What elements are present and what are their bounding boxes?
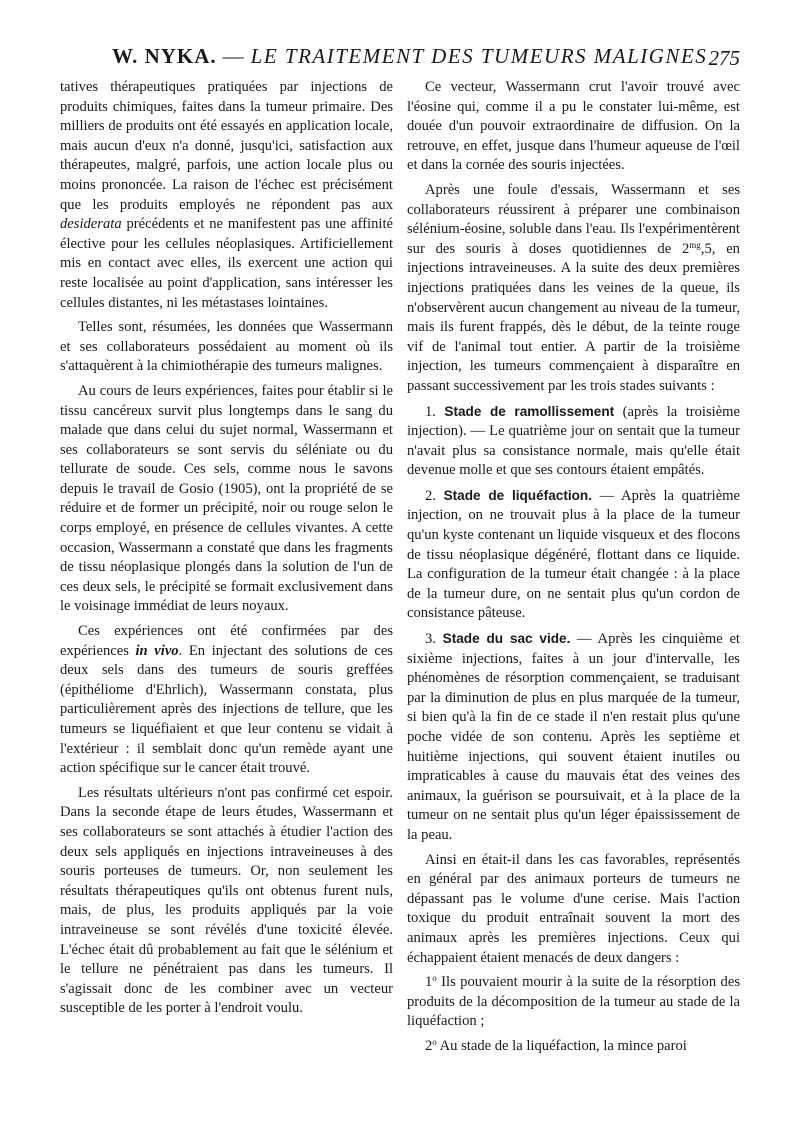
stage-2 (407, 486, 740, 624)
stage-text: (après la troisième injection). — Le quatrième jour on sentait que la tumeur n'avait plus sa consistance normale, mais qu'elle était devenue molle et que ses contours étaient empâtés. (407, 403, 740, 479)
header-title: LE TRAITEMENT DES TUMEURS MALIGNES (250, 44, 708, 68)
stage-1 (407, 402, 740, 481)
danger-1 (407, 973, 740, 1032)
danger-text: Au stade de la liquéfaction, la mince paroi (436, 1037, 687, 1054)
paragraph-text: Après une foule d'essais, Wassermann et ses collaborateurs réussirent à préparer une combinaison sélénium-éosine, soluble dans l'eau. Ils l'expérimentèrent sur des souris à doses quotidiennes de 2 (407, 181, 740, 257)
paragraph (60, 78, 393, 313)
page-number: 275 (708, 46, 740, 70)
paragraph: Ce vecteur, Wassermann crut l'avoir trouvé avec l'éosine qui, comme il a pu le constater lui-même, est douée d'un pouvoir extraordinaire de diffusion. On la retrouve, en effet, jusque dans l'humeur aqueuse de l'œil et dans la cornée des souris injectées. (407, 79, 740, 174)
stage-number: 3. (425, 631, 436, 648)
paragraph: Les résultats ultérieurs n'ont pas confirmé cet espoir. Dans la seconde étape de leurs études, Wassermann et ses collaborateurs se sont attachés à étudier l'action des deux sels appliqués en injections intraveineuses à des souris porteuses de tumeurs. Or, non seulement les résultats thérapeutiques qu'ils ont obtenus furent nuls, mais, de plus, les produits appliqués par la voie intraveineuse se sont révélés d'une toxicité élevée. L'échec était dû probablement au fait que le sélénium et le tellure ne pénétraient pas dans les tumeurs. Il s'agissait donc de les combiner avec un vecteur susceptible de les porter à l'endroit voulu. (60, 784, 393, 1017)
running-header (60, 44, 740, 74)
paragraph: Telles sont, résumées, les données que Wassermann et ses collaborateurs possédaient au moment où ils s'attaquèrent à la chimiothérapie des tumeurs malignes. (60, 319, 393, 375)
paragraph-text: ,5, en injections intraveineuses. A la suite des deux premières injections pratiquées dans les veines de la queue, ils n'observèrent aucun changement au niveau de la tumeur, mais ils furent frappés, dès le début, de la teinte rouge vif de l'animal tout entier. A partir de la troisième injection, les tumeurs commençaient à disparaître en passant successivement par les trois stades suivants : (407, 240, 740, 394)
superscript-o: o (432, 973, 437, 984)
right-column (407, 78, 740, 1062)
paragraph: Au cours de leurs expériences, faites pour établir si le tissu cancéreux survit plus longtemps dans le sang du malade que dans celui du sujet normal, Wassermann et ses collaborateurs se sont servis du séléniate ou du tellurate de soude. Ces sels, comme nous le savons depuis le travail de Gosio (1905), ont la propriété de se réduire et de former un précipité, noir ou rouge selon le corps employé, en présence de cellules vivantes. A cette occasion, Wassermann a constaté que dans les fragments de tissu néoplasique plongés dans la solution de l'un de ces deux sels, le précipité se formait exclusivement dans le voisinage immédiat de leurs noyaux. (60, 382, 393, 615)
emphasis-desiderata: desiderata (60, 216, 122, 233)
stage-title: Stade de ramollissement (444, 403, 615, 419)
header-author: W. NYKA. (112, 44, 217, 68)
paragraph (407, 181, 740, 397)
paragraph-text: précédents et ne manifestent pas une affinité élective pour les cellules néoplasiques. Artificiellement mis en contact avec elles, ils exercent une action qui reste localisée au point d'application, sans intéresser les cellules distantes, ni les métastases lointaines. (60, 216, 393, 311)
stage-text: — Après les cinquième et sixième injections, faites à un jour d'intervalle, les phénomènes de résorption commençaient, se traduisant par la diminution de plus en plus marquée de la tumeur, si bien qu'à la fin de ce stade il n'en restait plus qu'une poche vidée de son contenu. Après les septième et huitième injections, qui souvent étaient inutiles ou impraticables à cause du mauvais état des veines des animaux, la guérison se poursuivait, et à la place de la tumeur on ne sentait plus qu'un léger épaississement de la peau. (407, 631, 740, 843)
running-title (112, 44, 707, 69)
paragraph-text: . En injectant des solutions de ces deux sels dans des tumeurs de souris greffées (épithéliome d'Ehrlich), Wassermann constata, plus particulièrement après des injections de tellure, que les tumeurs se liquéfiaient et que leur contenu se vidait à l'extérieur : il semblait donc qu'un remède ayant une action spécifique sur le cancer était trouvé. (60, 642, 393, 777)
paragraph-text: tatives thérapeutiques pratiquées par injections de produits chimiques, faites dans la tumeur primaire. Des milliers de produits ont été essayés en application locale, mais aucun d'eux n'a donné, jusqu'ici, satisfaction aux thérapeutes, malgré, parfois, une action locale plus ou moins prononcée. La raison de l'échec est précisément que les produits employés ne répondent pas aux (60, 79, 393, 213)
stage-number: 2. (425, 487, 436, 504)
stage-text: — Après la quatrième injection, on ne trouvait plus à la place de la tumeur qu'un kyste contenant un liquide visqueux et des flocons de tissu néoplasique dégénéré, flottant dans ce liquide. La configuration de la tumeur était changée : à la place de la tumeur dure, on ne sentait plus qu'un cordon de consistance pâteuse. (407, 487, 740, 622)
header-dash: — (222, 44, 245, 68)
danger-number: 2 (425, 1037, 433, 1054)
danger-2 (407, 1037, 740, 1057)
stage-title: Stade de liquéfaction. (443, 487, 593, 503)
emphasis-in-vivo: in vivo (135, 642, 179, 659)
superscript-o: o (432, 1036, 437, 1047)
stage-3 (407, 629, 740, 846)
danger-number: 1 (425, 974, 433, 991)
superscript-mg: mg (689, 239, 701, 250)
danger-text: Ils pouvaient mourir à la suite de la résorption des produits de la décomposition de la tumeur au stade de la liquéfaction ; (407, 974, 740, 1030)
paragraph (60, 622, 393, 779)
stage-number: 1. (425, 403, 436, 420)
stage-title: Stade du sac vide. (442, 631, 571, 647)
paragraph: Ainsi en était-il dans les cas favorables, représentés en général par des animaux porteurs de tumeurs ne dépassant pas le volume d'une cerise. Mais l'action toxique du produit entraînait souvent la mort des animaux après les premières injections. Ceux qui échappaient étaient menacés de deux dangers : (407, 851, 740, 966)
paragraph-text: Ces expériences ont été confirmées par des expériences (60, 623, 393, 659)
left-column (60, 78, 393, 1024)
